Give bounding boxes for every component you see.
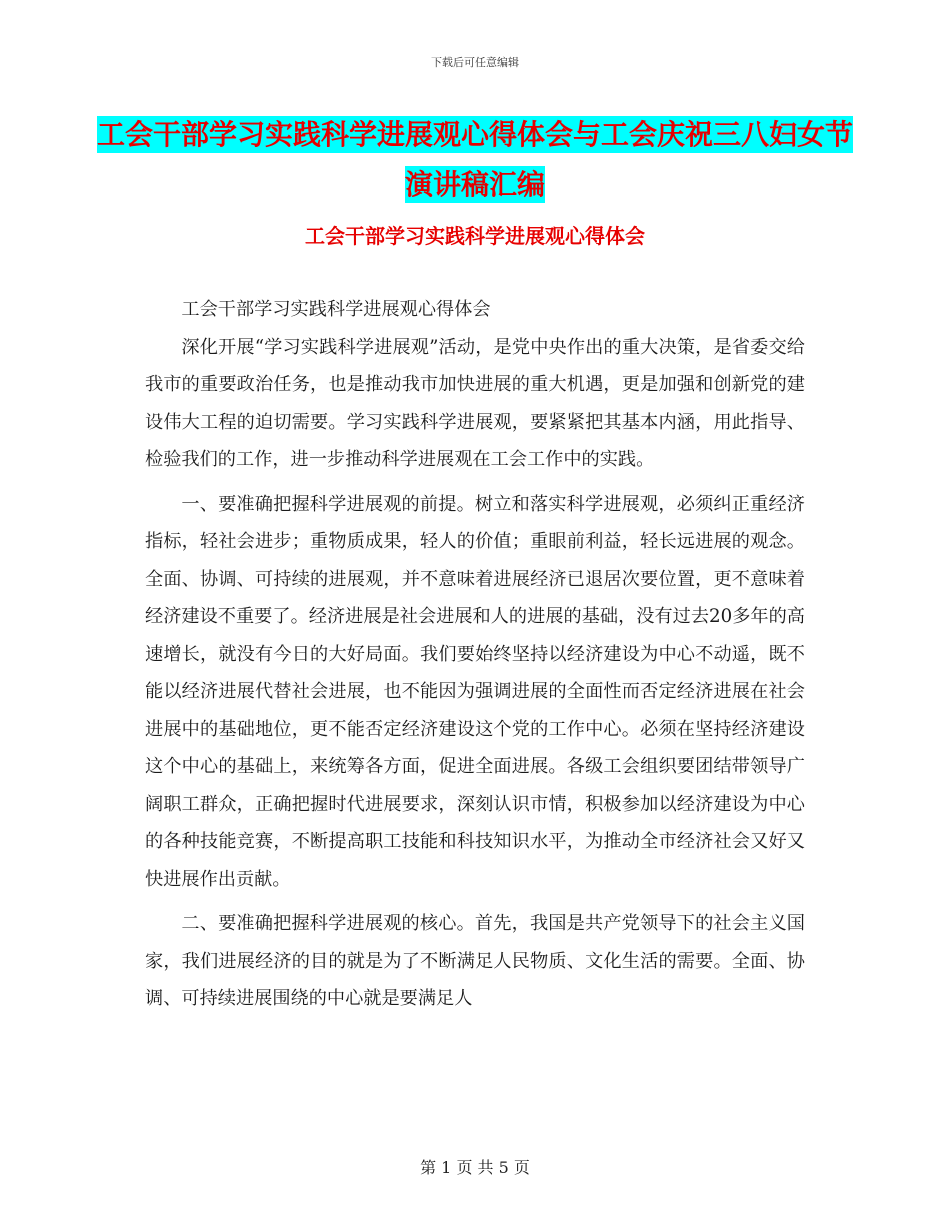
paragraph: 工会干部学习实践科学进展观心得体会 xyxy=(181,299,491,320)
paragraph: 二、要准确把握科学进展观的核心。首先，我国是共产党领导下的社会主义国家，我们进展经济的目的就是为了不断满足人民物质、文化生活的需要。全面、协调、可持续进展围绕的中心就是要满足人 xyxy=(145,913,805,1009)
document-body xyxy=(145,291,805,1018)
page-number: 第 1 页 共 5 页 xyxy=(420,1158,530,1177)
document-title xyxy=(90,110,860,210)
section-title: 工会干部学习实践科学进展观心得体会 xyxy=(305,224,645,248)
page-header-note: 下载后可任意编辑 xyxy=(431,56,519,69)
paragraph: 深化开展“学习实践科学进展观”活动，是党中央作出的重大决策，是省委交给我市的重要政治任务，也是推动我市加快进展的重大机遇，更是加强和创新党的建设伟大工程的迫切需要。学习实践科学进展观，要紧紧把其基本内涵，用此指导、检验我们的工作，进一步推动科学进展观在工会工作中的实践。 xyxy=(145,336,805,470)
document-title-text: 工会干部学习实践科学进展观心得体会与工会庆祝三八妇女节演讲稿汇编 xyxy=(96,118,853,201)
paragraph: 一、要准确把握科学进展观的前提。树立和落实科学进展观，必须纠正重经济指标，轻社会进步；重物质成果，轻人的价值；重眼前利益，轻长远进展的观念。全面、协调、可持续的进展观，并不意味着进展经济已退居次要位置，更不意味着经济建设不重要了。经济进展是社会进展和人的进展的基础，没有过去20多年的高速增长，就没有今日的大好局面。我们要始终坚持以经济建设为中心不动遥，既不能以经济进展代替社会进展，也不能因为强调进展的全面性而否定经济进展在社会进展中的基础地位，更不能否定经济建设这个党的工作中心。必须在坚持经济建设这个中心的基础上，来统筹各方面，促进全面进展。各级工会组织要团结带领导广阔职工群众，正确把握时代进展要求，深刻认识市情，积极参加以经济建设为中心的各种技能竞赛，不断提高职工技能和科技知识水平，为推动全市经济社会又好又快进展作出贡献。 xyxy=(145,493,805,890)
